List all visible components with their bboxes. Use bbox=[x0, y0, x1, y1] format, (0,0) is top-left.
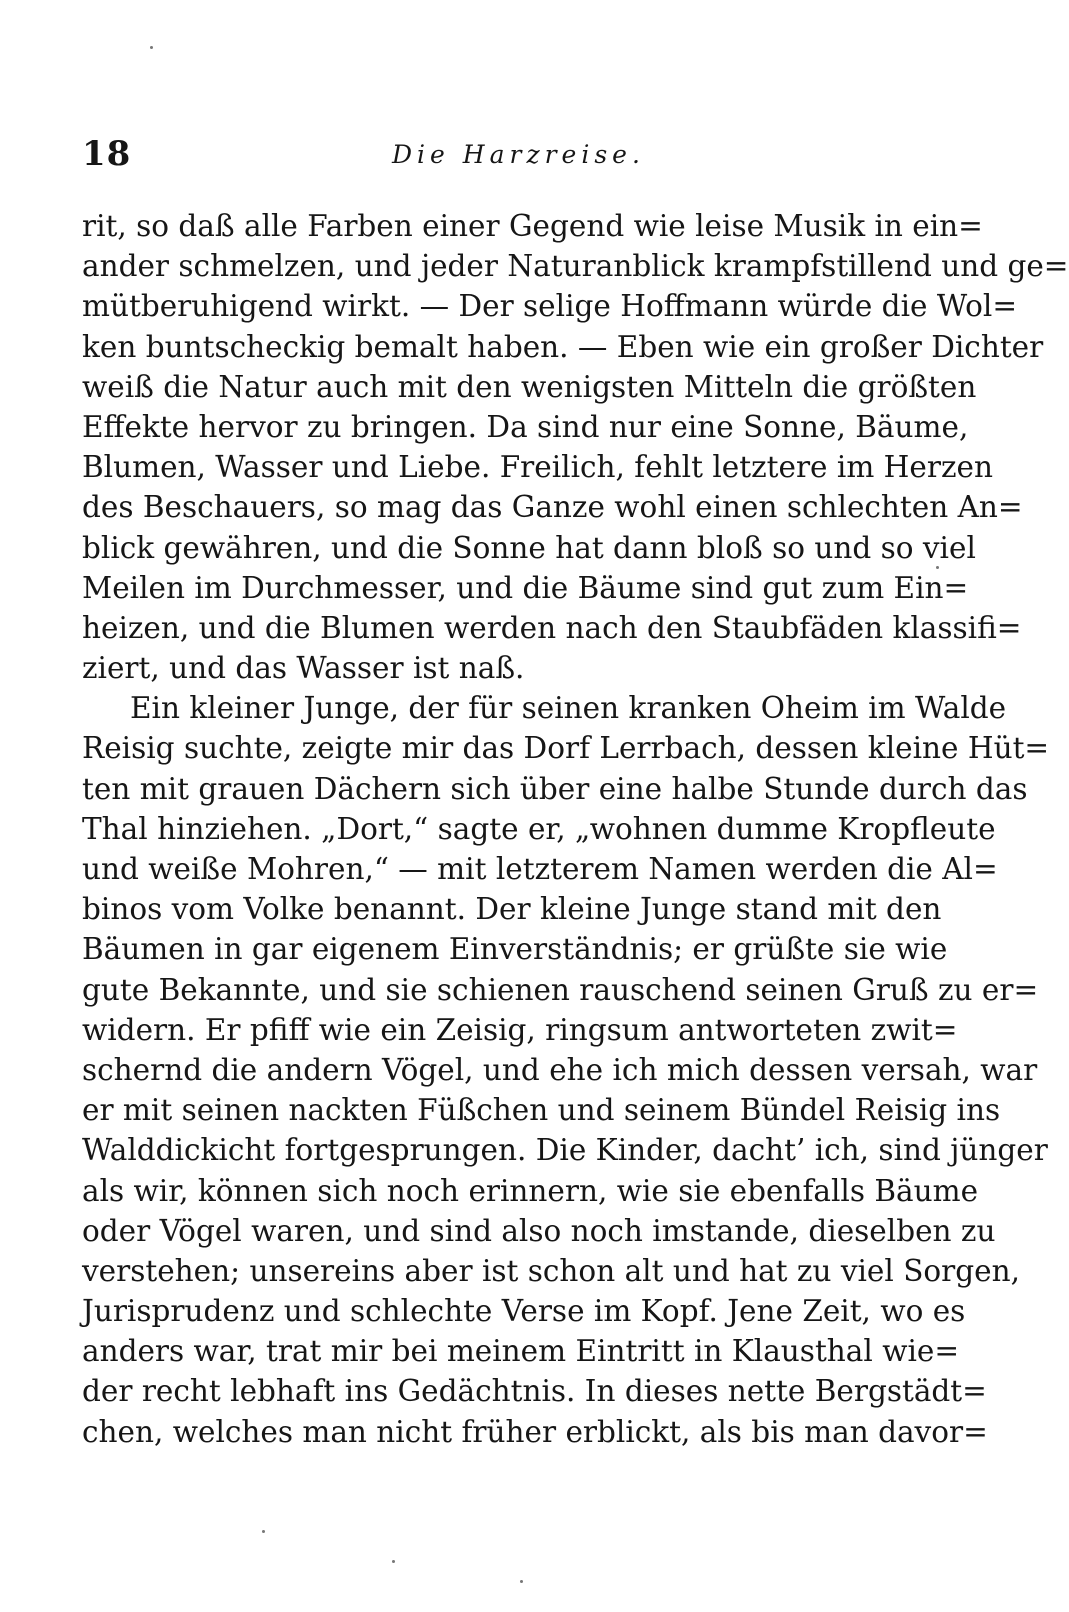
text-line: als wir, können sich noch erinnern, wie sie ebenfalls Bäume bbox=[82, 1173, 979, 1208]
text-line: Meilen im Durchmesser, und die Bäume sind gut zum Ein= bbox=[82, 570, 969, 605]
text-line: widern. Er pfiff wie ein Zeisig, ringsum antworteten zwit= bbox=[82, 1012, 958, 1047]
text-line: chen, welches man nicht früher erblickt, als bis man davor= bbox=[82, 1414, 988, 1449]
text-line: ken buntscheckig bemalt haben. — Eben wie ein großer Dichter bbox=[82, 329, 1044, 364]
paper-speck bbox=[150, 46, 153, 49]
page-number: 18 bbox=[82, 134, 132, 174]
text-line: ander schmelzen, und jeder Naturanblick krampfstillend und ge= bbox=[82, 249, 1069, 284]
paper-speck bbox=[392, 1560, 395, 1563]
text-line: und weiße Mohren,“ — mit letzterem Namen werden die Al= bbox=[82, 852, 998, 886]
text-line: der recht lebhaft ins Gedächtnis. In dieses nette Bergstädt= bbox=[82, 1374, 987, 1409]
page-header bbox=[82, 134, 922, 184]
text-line: anders war, trat mir bei meinem Eintritt in Klausthal wie= bbox=[82, 1334, 960, 1369]
text-line: Bäumen in gar eigenem Einverständnis; er grüßte sie wie bbox=[82, 932, 948, 967]
paper-speck bbox=[520, 1580, 523, 1583]
text-line: er mit seinen nackten Füßchen und seinem Bündel Reisig ins bbox=[82, 1093, 1001, 1128]
paper-speck bbox=[936, 566, 939, 569]
text-line: mütberuhigend wirkt. — Der selige Hoffmann würde die Wol= bbox=[82, 289, 1018, 324]
text-line: des Beschauers, so mag das Ganze wohl einen schlechten An= bbox=[82, 490, 1023, 525]
text-line: Reisig suchte, zeigte mir das Dorf Lerrbach, dessen kleine Hüt= bbox=[82, 731, 1050, 766]
text-line: Thal hinziehen. „Dort,“ sagte er, „wohnen dumme Kropfleute bbox=[82, 811, 996, 846]
body-text bbox=[82, 206, 1069, 1452]
paper-speck bbox=[262, 1530, 265, 1533]
text-line: verstehen; unsereins aber ist schon alt und hat zu viel Sorgen, bbox=[82, 1253, 1020, 1288]
text-line: oder Vögel waren, und sind also noch imstande, dieselben zu bbox=[82, 1213, 996, 1248]
paragraph-start-line: Ein kleiner Junge, der für seinen kranken Oheim im Walde bbox=[130, 691, 1007, 726]
text-line: blick gewähren, und die Sonne hat dann bloß so und so viel bbox=[82, 530, 976, 565]
text-line: gute Bekannte, und sie schienen rauschend seinen Gruß zu er= bbox=[82, 972, 1039, 1007]
text-line: binos vom Volke benannt. Der kleine Junge stand mit den bbox=[82, 892, 942, 927]
running-head: Die Harzreise. bbox=[392, 140, 645, 169]
text-line: heizen, und die Blumen werden nach den Staubfäden klassifi= bbox=[82, 610, 1022, 645]
text-line: Blumen, Wasser und Liebe. Freilich, fehlt letztere im Herzen bbox=[82, 450, 993, 485]
paragraph-end-line: ziert, und das Wasser ist naß. bbox=[82, 651, 525, 686]
text-line: Walddickicht fortgesprungen. Die Kinder, dacht’ ich, sind jünger bbox=[82, 1133, 1048, 1168]
text-line: Jurisprudenz und schlechte Verse im Kopf. Jene Zeit, wo es bbox=[82, 1294, 966, 1329]
text-line: rit, so daß alle Farben einer Gegend wie leise Musik in ein= bbox=[82, 209, 983, 243]
text-line: Effekte hervor zu bringen. Da sind nur eine Sonne, Bäume, bbox=[82, 409, 969, 444]
text-line: weiß die Natur auch mit den wenigsten Mitteln die größten bbox=[82, 369, 977, 404]
text-line: schernd die andern Vögel, und ehe ich mich dessen versah, war bbox=[82, 1052, 1038, 1087]
text-line: ten mit grauen Dächern sich über eine halbe Stunde durch das bbox=[82, 771, 1028, 806]
